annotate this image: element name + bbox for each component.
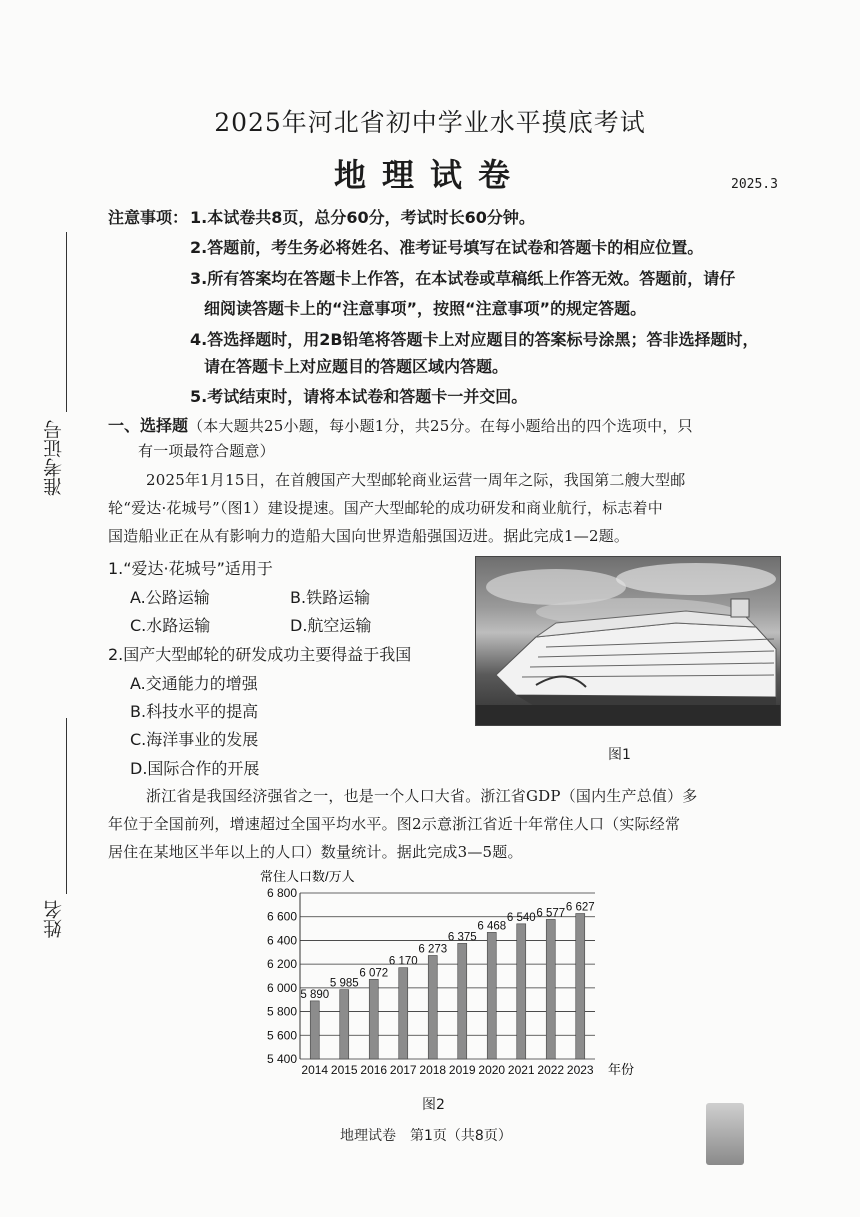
value-label-2016: 6 072: [359, 967, 389, 980]
section-heading: 一、选择题: [108, 416, 189, 435]
section-desc-cont: 有一项最符合题意）: [138, 442, 275, 460]
y-tick-label: 6 000: [266, 980, 297, 995]
q1-option-d: D.航空运输: [290, 616, 372, 635]
bar-2023: [576, 914, 585, 1059]
passage1-line3: 国造船业正在从有影响力的造船大国向世界造船强国迈进。据此完成1—2题。: [108, 527, 630, 545]
section-heading-line: [108, 413, 693, 436]
y-tick-label: 6 200: [266, 957, 297, 972]
x-tick-label-2021: 2021: [507, 1063, 535, 1077]
x-tick-label-2023: 2023: [566, 1063, 594, 1077]
y-tick-label: 6 800: [266, 886, 297, 900]
chart-y-axis-label: 常住人口数/万人: [260, 869, 355, 884]
x-tick-label-2018: 2018: [419, 1063, 447, 1077]
section-desc: （本大题共25小题，每小题1分，共25分。在每小题给出的四个选项中，只: [188, 417, 693, 435]
exam-id-label: 准考证号: [43, 420, 65, 496]
x-tick-label-2020: 2020: [478, 1063, 506, 1077]
bar-2018: [428, 955, 437, 1059]
chart-y-ticks: [267, 886, 297, 1066]
x-tick-label-2015: 2015: [330, 1063, 358, 1077]
notes-label: 注意事项：: [108, 208, 189, 227]
exam-date: 2025.3: [731, 177, 778, 192]
bar-2022: [546, 919, 555, 1059]
subject-title: 地理试卷: [333, 156, 526, 194]
y-tick-label: 6 400: [266, 933, 297, 948]
note-1: 1.本试卷共8页，总分60分，考试时长60分钟。: [190, 208, 535, 227]
q1-option-a: A.公路运输: [130, 588, 210, 607]
chart-x-axis-label: 年份: [608, 1062, 635, 1077]
x-tick-label-2019: 2019: [448, 1063, 476, 1077]
y-tick-label: 5 400: [266, 1052, 297, 1066]
bar-2020: [487, 932, 496, 1059]
population-bar-chart: [250, 866, 650, 1088]
q2-stem: 2.国产大型邮轮的研发成功主要得益于我国: [108, 645, 412, 664]
q2-option-c: C.海洋事业的发展: [130, 730, 259, 749]
page-footer: 地理试卷 第1页（共8页）: [340, 1128, 512, 1144]
value-label-2018: 6 273: [418, 943, 448, 956]
note-3: 3.所有答案均在答题卡上作答，在本试卷或草稿纸上作答无效。答题前，请仔: [190, 269, 736, 288]
cruise-ship-photo: [475, 556, 781, 726]
note-3-cont: 细阅读答题卡上的“注意事项”，按照“注意事项”的规定答题。: [204, 299, 647, 318]
x-tick-label-2016: 2016: [360, 1063, 388, 1077]
passage2-line1: 浙江省是我国经济强省之一，也是一个人口大省。浙江省GDP（国内生产总值）多: [146, 787, 698, 805]
note-4-cont: 请在答题卡上对应题目的答题区域内答题。: [204, 357, 509, 376]
q2-option-d: D.国际合作的开展: [130, 759, 260, 778]
bar-2014: [310, 1001, 319, 1059]
value-label-2021: 6 540: [506, 911, 536, 924]
value-label-2019: 6 375: [447, 931, 477, 944]
note-5: 5.考试结束时，请将本试卷和答题卡一并交回。: [190, 387, 528, 406]
y-tick-label: 6 600: [266, 909, 297, 924]
cruise-ship-illustration: [476, 557, 780, 725]
chart-x-ticks: [301, 1063, 594, 1077]
value-label-2020: 6 468: [477, 920, 507, 933]
bar-2021: [517, 924, 526, 1059]
value-label-2023: 6 627: [565, 901, 595, 914]
passage2-line3: 居住在某地区半年以上的人口）数量统计。据此完成3—5题。: [108, 843, 523, 861]
value-label-2022: 6 577: [536, 907, 566, 920]
x-tick-label-2017: 2017: [389, 1063, 417, 1077]
value-label-2017: 6 170: [388, 955, 418, 968]
value-label-2015: 5 985: [329, 977, 359, 990]
value-label-2014: 5 890: [300, 988, 330, 1001]
bar-2017: [399, 968, 408, 1059]
bar-2019: [458, 943, 467, 1059]
passage2-line2: 年位于全国前列，增速超过全国平均水平。图2示意浙江省近十年常住人口（实际经常: [108, 815, 681, 833]
q2-option-a: A.交通能力的增强: [130, 674, 258, 693]
figure1-caption: 图1: [608, 747, 631, 763]
q1-stem: 1.“爱达·花城号”适用于: [108, 559, 273, 578]
y-tick-label: 5 800: [266, 1004, 297, 1019]
q1-option-c: C.水路运输: [130, 616, 211, 635]
note-4: 4.答选择题时，用2B铅笔将答题卡上对应题目的答案标号涂黑；答非选择题时，: [190, 330, 759, 349]
name-line: [66, 718, 67, 894]
name-label: 姓名: [43, 900, 65, 938]
note-2: 2.答题前，考生务必将姓名、准考证号填写在试卷和答题卡的相应位置。: [190, 238, 704, 257]
exam-id-line: [66, 232, 67, 412]
figure2-caption: 图2: [422, 1097, 445, 1113]
passage1-line1: 2025年1月15日，在首艘国产大型邮轮商业运营一周年之际，我国第二艘大型邮: [146, 471, 686, 489]
y-tick-label: 5 600: [266, 1028, 297, 1043]
q1-option-b: B.铁路运输: [290, 588, 371, 607]
x-tick-label-2022: 2022: [537, 1063, 565, 1077]
bar-2016: [369, 979, 378, 1059]
page-tab-marker: [706, 1103, 744, 1165]
x-tick-label-2014: 2014: [301, 1063, 329, 1077]
bar-2015: [340, 990, 349, 1059]
passage1-line2: 轮“爱达·花城号”（图1）建设提速。国产大型邮轮的成功研发和商业航行，标志着中: [108, 499, 663, 517]
exam-title: 2025年河北省初中学业水平摸底考试: [214, 108, 646, 137]
q2-option-b: B.科技水平的提高: [130, 702, 259, 721]
